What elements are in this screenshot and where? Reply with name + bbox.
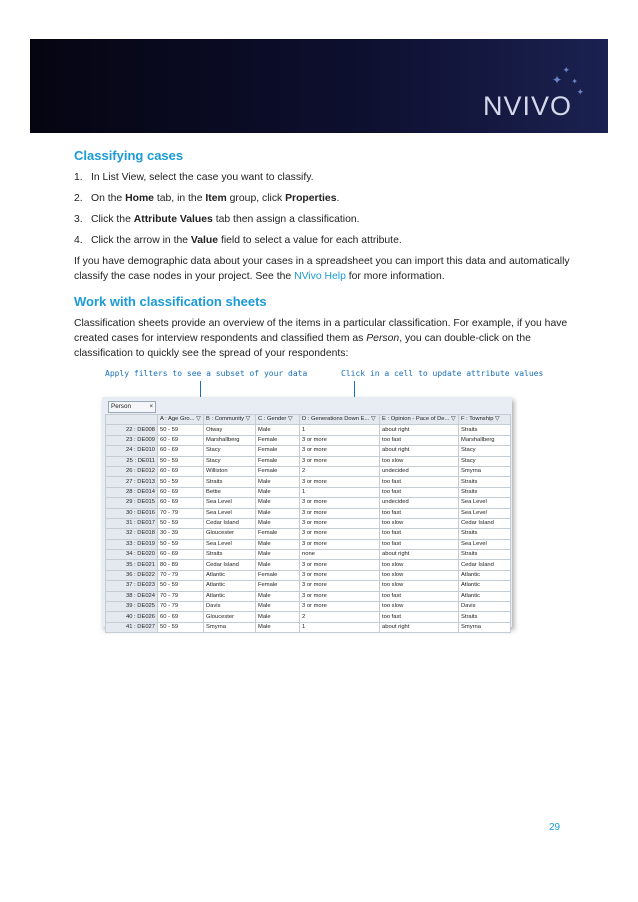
table-cell[interactable]: Female — [256, 570, 300, 580]
table-cell[interactable]: Straits — [459, 612, 511, 622]
callout-cell-update: Click in a cell to update attribute values — [341, 369, 544, 378]
table-cell[interactable]: 60 - 69 — [158, 466, 204, 476]
table-cell[interactable]: Gloucester — [204, 529, 256, 539]
star-icon: ✦ — [551, 73, 562, 87]
table-cell[interactable]: 3 or more — [300, 539, 380, 549]
table-cell[interactable]: about right — [380, 446, 459, 456]
table-cell[interactable]: about right — [380, 622, 459, 632]
table-cell[interactable]: Atlantic — [204, 570, 256, 580]
table-cell[interactable]: 3 or more — [300, 508, 380, 518]
page-number: 29 — [549, 822, 561, 833]
step-number: 2. — [74, 193, 83, 204]
section-title-classifying-cases: Classifying cases — [74, 148, 184, 163]
table-cell[interactable]: Cedar Island — [459, 518, 511, 528]
table-cell[interactable]: 60 - 69 — [158, 550, 204, 560]
table-cell[interactable]: 80 - 89 — [158, 560, 204, 570]
table-cell[interactable]: Female — [256, 435, 300, 445]
table-cell[interactable]: 60 - 69 — [158, 446, 204, 456]
column-header[interactable]: C : Gender ▽ — [256, 415, 300, 425]
row-header[interactable]: 25 : DE011 — [106, 456, 158, 466]
table-cell[interactable]: 60 - 69 — [158, 498, 204, 508]
corner-cell — [106, 415, 158, 425]
step-item — [74, 170, 574, 185]
table-cell[interactable]: Male — [256, 591, 300, 601]
star-icon: ✦ — [562, 65, 570, 75]
row-header[interactable]: 37 : DE023 — [106, 581, 158, 591]
column-header[interactable]: B : Community ▽ — [204, 415, 256, 425]
row-header[interactable]: 28 : DE014 — [106, 487, 158, 497]
table-cell[interactable]: Cedar Island — [204, 518, 256, 528]
table-cell[interactable]: Sea Level — [459, 508, 511, 518]
row-header[interactable]: 34 : DE020 — [106, 550, 158, 560]
table-cell[interactable]: 1 — [300, 622, 380, 632]
step-item — [74, 233, 574, 248]
table-cell[interactable]: Male — [256, 560, 300, 570]
table-cell[interactable]: 70 - 79 — [158, 570, 204, 580]
table-cell[interactable]: Straits — [459, 487, 511, 497]
table-cell[interactable]: Straits — [204, 550, 256, 560]
table-cell[interactable]: Male — [256, 602, 300, 612]
table-cell[interactable]: Female — [256, 446, 300, 456]
table-cell[interactable]: too slow — [380, 602, 459, 612]
row-header[interactable]: 36 : DE022 — [106, 570, 158, 580]
step-text: On the Home tab, in the Item group, click Properties. — [91, 193, 340, 204]
table-cell[interactable]: Williston — [204, 466, 256, 476]
table-cell[interactable]: Male — [256, 539, 300, 549]
table-cell[interactable]: 3 or more — [300, 435, 380, 445]
table-row — [106, 591, 511, 601]
table-cell[interactable]: Gloucester — [204, 612, 256, 622]
table-cell[interactable]: Sea Level — [204, 498, 256, 508]
row-header[interactable]: 30 : DE016 — [106, 508, 158, 518]
step-text: In List View, select the case you want to classify. — [91, 172, 314, 183]
step-text: Click the Attribute Values tab then assign a classification. — [91, 214, 360, 225]
table-row — [106, 446, 511, 456]
table-cell[interactable]: Sea Level — [459, 539, 511, 549]
step-text: Click the arrow in the Value field to select a value for each attribute. — [91, 235, 402, 246]
row-header[interactable]: 41 : DE027 — [106, 622, 158, 632]
row-header[interactable]: 31 : DE017 — [106, 518, 158, 528]
table-cell[interactable]: Male — [256, 518, 300, 528]
main-content — [74, 148, 574, 367]
tab-person[interactable] — [108, 401, 156, 413]
nvivo-logo: NVIVO — [482, 91, 572, 121]
table-cell[interactable]: 50 - 59 — [158, 477, 204, 487]
nvivo-help-link[interactable]: NVivo Help — [294, 271, 346, 282]
table-cell[interactable]: 2 — [300, 612, 380, 622]
table-cell[interactable]: Davis — [459, 602, 511, 612]
row-header[interactable]: 27 : DE013 — [106, 477, 158, 487]
table-cell[interactable]: Female — [256, 456, 300, 466]
row-header[interactable]: 32 : DE018 — [106, 529, 158, 539]
table-cell[interactable]: 3 or more — [300, 529, 380, 539]
table-row — [106, 477, 511, 487]
row-header[interactable]: 35 : DE021 — [106, 560, 158, 570]
table-cell[interactable]: Male — [256, 612, 300, 622]
table-cell[interactable]: 3 or more — [300, 591, 380, 601]
table-cell[interactable]: Male — [256, 508, 300, 518]
table-cell[interactable]: too slow — [380, 456, 459, 466]
table-cell[interactable]: none — [300, 550, 380, 560]
table-cell[interactable]: Sea Level — [204, 508, 256, 518]
table-cell[interactable]: Stacy — [459, 446, 511, 456]
column-header[interactable]: D : Generations Down E... ▽ — [300, 415, 380, 425]
table-cell[interactable]: 70 - 79 — [158, 591, 204, 601]
table-cell[interactable]: 3 or more — [300, 498, 380, 508]
table-cell[interactable]: Straits — [204, 477, 256, 487]
table-cell[interactable]: too fast — [380, 529, 459, 539]
table-cell[interactable]: 50 - 59 — [158, 518, 204, 528]
table-cell[interactable]: 50 - 59 — [158, 456, 204, 466]
table-row — [106, 456, 511, 466]
step-item — [74, 212, 574, 227]
step-number: 1. — [74, 172, 83, 183]
import-paragraph: If you have demographic data about your cases in a spreadsheet you can import this data and automatically classify the case nodes in your project. See the NVivo Help for more information. — [74, 256, 570, 282]
table-cell[interactable]: 3 or more — [300, 446, 380, 456]
table-cell[interactable]: 1 — [300, 487, 380, 497]
table-cell[interactable]: Stacy — [204, 456, 256, 466]
table-cell[interactable]: Male — [256, 498, 300, 508]
table-cell[interactable]: Atlantic — [459, 581, 511, 591]
classification-paragraph: Classification sheets provide an overview of the items in a particular classification. For example, if you have created cases for interview respondents and classified them as Person, you can double-click on the classification to quickly see the spread of your respondents: — [74, 318, 568, 359]
table-cell[interactable]: too slow — [380, 518, 459, 528]
table-cell[interactable]: too fast — [380, 477, 459, 487]
table-cell[interactable]: Atlantic — [204, 591, 256, 601]
table-cell[interactable]: 60 - 69 — [158, 435, 204, 445]
column-header[interactable]: E : Opinion - Pace of De... ▽ — [380, 415, 459, 425]
row-header[interactable]: 22 : DE008 — [106, 425, 158, 435]
table-cell[interactable]: 3 or more — [300, 518, 380, 528]
section-title-classification-sheets: Work with classification sheets — [74, 294, 267, 309]
row-header[interactable]: 39 : DE025 — [106, 602, 158, 612]
table-cell[interactable]: 50 - 59 — [158, 622, 204, 632]
table-row — [106, 539, 511, 549]
table-row — [106, 529, 511, 539]
classification-sheet-screenshot — [102, 397, 512, 630]
table-cell[interactable]: Straits — [459, 550, 511, 560]
table-cell[interactable]: 3 or more — [300, 560, 380, 570]
table-cell[interactable]: 30 - 39 — [158, 529, 204, 539]
column-header[interactable]: A : Age Gro... ▽ — [158, 415, 204, 425]
table-row — [106, 560, 511, 570]
table-cell[interactable]: undecided — [380, 498, 459, 508]
table-cell[interactable]: Stacy — [204, 446, 256, 456]
table-cell[interactable]: 3 or more — [300, 477, 380, 487]
table-row — [106, 570, 511, 580]
tab-label: Person — [111, 403, 131, 410]
table-row — [106, 498, 511, 508]
table-cell[interactable]: Straits — [459, 477, 511, 487]
table-cell[interactable]: Male — [256, 477, 300, 487]
table-cell[interactable]: too fast — [380, 539, 459, 549]
table-row — [106, 487, 511, 497]
table-cell[interactable]: Smyrna — [204, 622, 256, 632]
table-cell[interactable]: Stacy — [459, 456, 511, 466]
table-cell[interactable]: Female — [256, 466, 300, 476]
table-row — [106, 550, 511, 560]
row-header[interactable]: 23 : DE009 — [106, 435, 158, 445]
table-cell[interactable]: Female — [256, 529, 300, 539]
table-cell[interactable]: too fast — [380, 612, 459, 622]
table-cell[interactable]: 50 - 59 — [158, 539, 204, 549]
table-cell[interactable]: 60 - 69 — [158, 487, 204, 497]
classification-table — [105, 414, 511, 633]
table-header-row — [106, 415, 511, 425]
table-cell[interactable]: Atlantic — [459, 570, 511, 580]
table-cell[interactable]: Bettie — [204, 487, 256, 497]
table-cell[interactable]: too slow — [380, 581, 459, 591]
table-row — [106, 622, 511, 632]
row-header[interactable]: 26 : DE012 — [106, 466, 158, 476]
table-cell[interactable]: Male — [256, 487, 300, 497]
table-row — [106, 425, 511, 435]
row-header[interactable]: 38 : DE024 — [106, 591, 158, 601]
table-cell[interactable]: too fast — [380, 508, 459, 518]
table-cell[interactable]: Straits — [459, 529, 511, 539]
table-cell[interactable]: about right — [380, 425, 459, 435]
table-row — [106, 435, 511, 445]
table-cell[interactable]: too slow — [380, 570, 459, 580]
table-cell[interactable]: Otway — [204, 425, 256, 435]
table-row — [106, 518, 511, 528]
step-number: 3. — [74, 214, 83, 225]
row-header[interactable]: 40 : DE026 — [106, 612, 158, 622]
step-number: 4. — [74, 235, 83, 246]
table-cell[interactable]: 1 — [300, 425, 380, 435]
table-cell[interactable]: Marshallberg — [459, 435, 511, 445]
column-header[interactable]: F : Township ▽ — [459, 415, 511, 425]
table-cell[interactable]: 3 or more — [300, 581, 380, 591]
table-row — [106, 508, 511, 518]
table-cell[interactable]: 70 - 79 — [158, 508, 204, 518]
table-cell[interactable]: too fast — [380, 487, 459, 497]
table-row — [106, 612, 511, 622]
table-cell[interactable]: 3 or more — [300, 570, 380, 580]
table-cell[interactable]: undecided — [380, 466, 459, 476]
table-cell[interactable]: Smyrna — [459, 466, 511, 476]
table-cell[interactable]: Male — [256, 425, 300, 435]
table-cell[interactable]: 70 - 79 — [158, 602, 204, 612]
table-row — [106, 466, 511, 476]
table-cell[interactable]: Atlantic — [459, 591, 511, 601]
table-cell[interactable]: too fast — [380, 591, 459, 601]
table-cell[interactable]: 3 or more — [300, 602, 380, 612]
table-cell[interactable]: 2 — [300, 466, 380, 476]
table-cell[interactable]: Male — [256, 622, 300, 632]
table-cell[interactable]: Sea Level — [459, 498, 511, 508]
table-cell[interactable]: Marshallberg — [204, 435, 256, 445]
header-banner — [30, 39, 608, 133]
table-cell[interactable]: too fast — [380, 435, 459, 445]
step-item — [74, 191, 574, 206]
table-cell[interactable]: Cedar Island — [459, 560, 511, 570]
table-cell[interactable]: Straits — [459, 425, 511, 435]
table-cell[interactable]: about right — [380, 550, 459, 560]
table-cell[interactable]: Smyrna — [459, 622, 511, 632]
table-cell[interactable]: Male — [256, 550, 300, 560]
table-cell[interactable]: Atlantic — [204, 581, 256, 591]
table-cell[interactable]: 60 - 69 — [158, 612, 204, 622]
table-cell[interactable]: too slow — [380, 560, 459, 570]
callout-filters: Apply filters to see a subset of your data — [105, 369, 308, 378]
table-cell[interactable]: Davis — [204, 602, 256, 612]
star-icon: ✦ — [571, 77, 578, 86]
table-cell[interactable]: Cedar Island — [204, 560, 256, 570]
table-row — [106, 581, 511, 591]
table-row — [106, 602, 511, 612]
close-icon[interactable]: × — [149, 404, 153, 410]
row-header[interactable]: 33 : DE019 — [106, 539, 158, 549]
star-icon: ✦ — [576, 87, 584, 97]
row-header[interactable]: 29 : DE015 — [106, 498, 158, 508]
table-cell[interactable]: 3 or more — [300, 456, 380, 466]
table-cell[interactable]: 50 - 59 — [158, 425, 204, 435]
row-header[interactable]: 24 : DE010 — [106, 446, 158, 456]
table-cell[interactable]: Sea Level — [204, 539, 256, 549]
table-cell[interactable]: 50 - 59 — [158, 581, 204, 591]
table-cell[interactable]: Female — [256, 581, 300, 591]
